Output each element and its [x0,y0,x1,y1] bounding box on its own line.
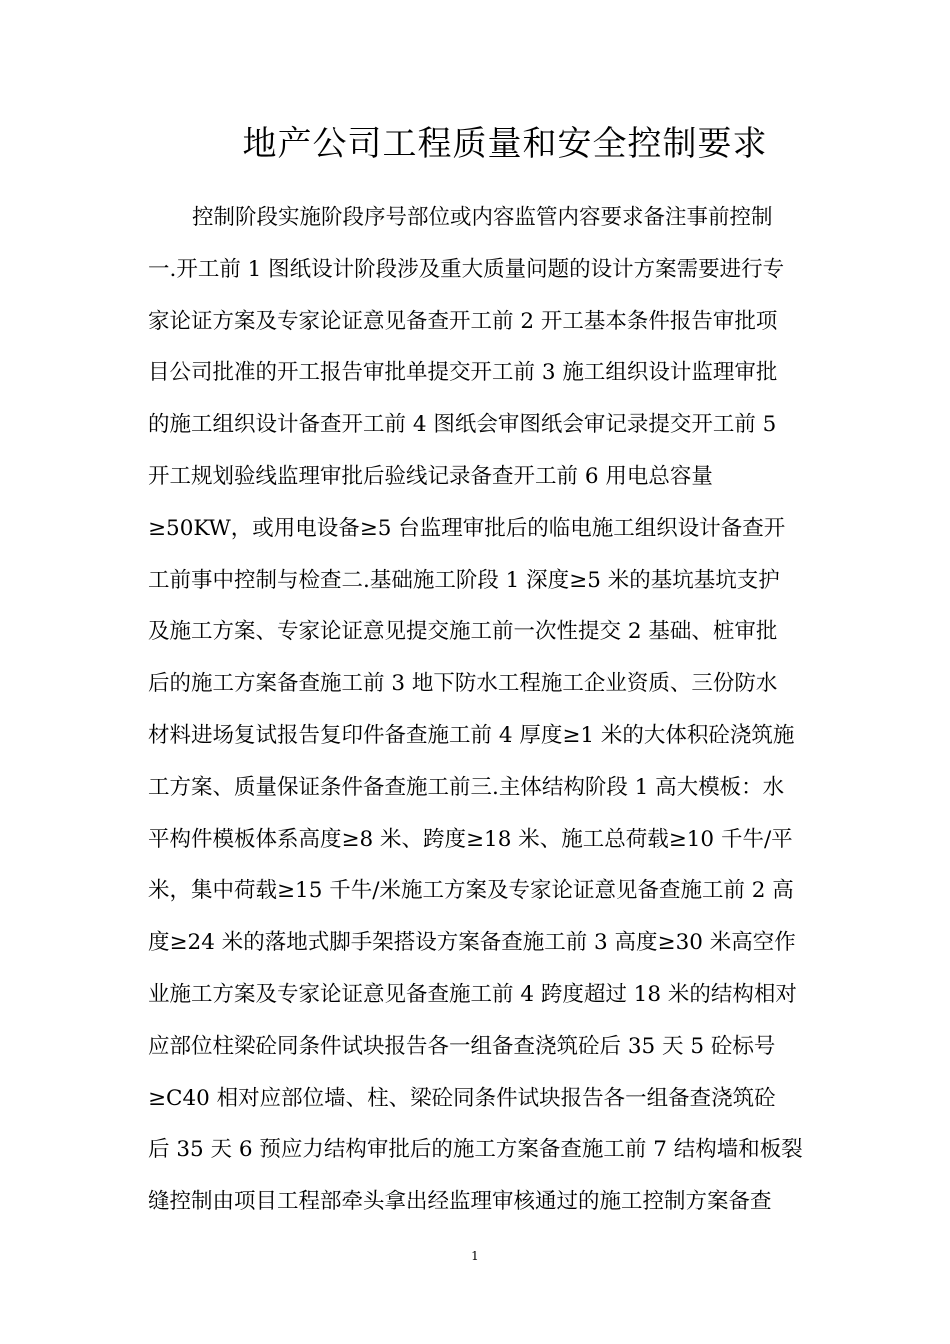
body-line: 缝控制由项目工程部牵头拿出经监理审核通过的施工控制方案备查 [148,1189,772,1215]
body-line: 工方案、质量保证条件备查施工前三.主体结构阶段 1 高大模板：水 [148,774,785,800]
body-line: 及施工方案、专家论证意见提交施工前一次性提交 2 基础、桩审批 [148,619,778,645]
body-line: 平构件模板体系高度≥8 米、跨度≥18 米、施工总荷载≥10 千牛/平 [148,826,793,852]
body-line: 业施工方案及专家论证意见备查施工前 4 跨度超过 18 米的结构相对 [148,981,797,1007]
document-body [148,192,808,1228]
body-line: 后的施工方案备查施工前 3 地下防水工程施工企业资质、三份防水 [148,671,778,697]
body-line: 工前事中控制与检查二.基础施工阶段 1 深度≥5 米的基坑基坑支护 [148,567,780,593]
body-line: 应部位柱梁砼同条件试块报告各一组备查浇筑砼后 35 天 5 砼标号 [148,1033,776,1059]
body-line: 家论证方案及专家论证意见备查开工前 2 开工基本条件报告审批项 [148,308,778,334]
page-title: 地产公司工程质量和安全控制要求 [242,124,768,164]
body-line: ≥50KW，或用电设备≥5 台监理审批后的临电施工组织设计备查开 [148,515,786,541]
body-line: 度≥24 米的落地式脚手架搭设方案备查施工前 3 高度≥30 米高空作 [148,930,796,956]
body-line: 目公司批准的开工报告审批单提交开工前 3 施工组织设计监理审批 [148,360,778,386]
body-line: 开工规划验线监理审批后验线记录备查开工前 6 用电总容量 [148,463,713,489]
body-line: ≥C40 相对应部位墙、柱、梁砼同条件试块报告各一组备查浇筑砼 [148,1085,776,1111]
body-line: 一.开工前 1 图纸设计阶段涉及重大质量问题的设计方案需要进行专 [148,256,785,282]
body-line: 米，集中荷载≥15 千牛/米施工方案及专家论证意见备查施工前 2 高 [148,878,794,904]
body-line: 材料进场复试报告复印件备查施工前 4 厚度≥1 米的大体积砼浇筑施 [148,722,795,748]
body-line: 后 35 天 6 预应力结构审批后的施工方案备查施工前 7 结构墙和板裂 [148,1137,803,1163]
page-number: 1 [471,1249,479,1263]
body-line: 控制阶段实施阶段序号部位或内容监管内容要求备注事前控制 [192,205,773,230]
body-line: 的施工组织设计备查开工前 4 图纸会审图纸会审记录提交开工前 5 [148,412,777,438]
